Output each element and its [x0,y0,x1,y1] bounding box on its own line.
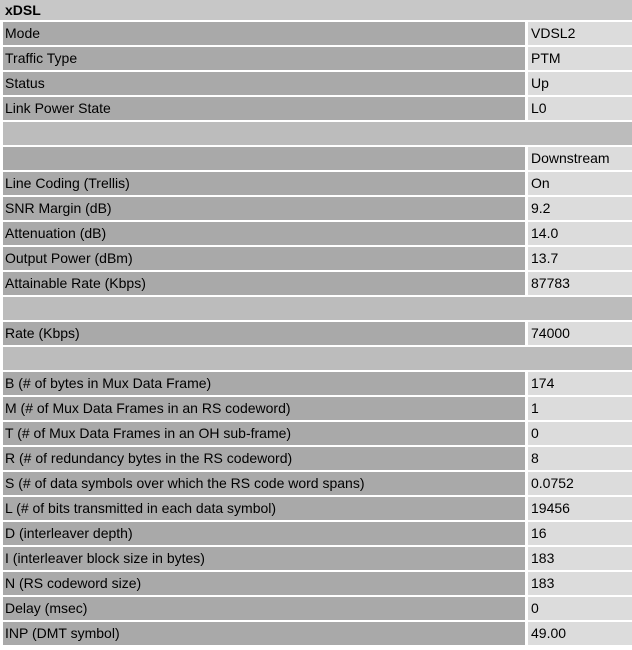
row-value-line-coding: On [528,172,632,195]
row-value-l: 19456 [528,497,632,520]
row-label-i: I (interleaver block size in bytes) [3,547,525,570]
row-label-traffic-type: Traffic Type [3,47,525,70]
row-value-link-power-state: L0 [528,97,632,120]
table-row [0,572,632,597]
row-label-status: Status [3,72,525,95]
row-label-snr-margin: SNR Margin (dB) [3,197,525,220]
row-value-traffic-type: PTM [528,47,632,70]
table-row [0,497,632,522]
column-header-row [0,147,632,172]
row-value-output-power: 13.7 [528,247,632,270]
row-value-attenuation: 14.0 [528,222,632,245]
table-row [0,272,632,297]
row-value-r: 8 [528,447,632,470]
row-label-link-power-state: Link Power State [3,97,525,120]
row-label-mode: Mode [3,22,525,45]
row-label-r: R (# of redundancy bytes in the RS codeword) [3,447,525,470]
table-row [0,22,632,47]
section-divider [0,297,632,322]
table-row [0,472,632,497]
divider-bar [3,122,632,145]
table-row [0,172,632,197]
row-label-b: B (# of bytes in Mux Data Frame) [3,372,525,395]
table-row [0,422,632,447]
row-value-mode: VDSL2 [528,22,632,45]
row-label-l: L (# of bits transmitted in each data symbol) [3,497,525,520]
row-label-output-power: Output Power (dBm) [3,247,525,270]
row-label-d: D (interleaver depth) [3,522,525,545]
row-value-b: 174 [528,372,632,395]
table-row [0,372,632,397]
divider-bar [3,347,632,370]
row-label-rate: Rate (Kbps) [3,322,525,345]
section-divider [0,122,632,147]
row-label-t: T (# of Mux Data Frames in an OH sub-frame) [3,422,525,445]
row-label-line-coding: Line Coding (Trellis) [3,172,525,195]
table-row [0,447,632,472]
table-row [0,522,632,547]
row-value-d: 16 [528,522,632,545]
row-label-attenuation: Attenuation (dB) [3,222,525,245]
row-value-status: Up [528,72,632,95]
table-row [0,547,632,572]
table-row [0,72,632,97]
row-value-rate: 74000 [528,322,632,345]
row-label-attainable-rate: Attainable Rate (Kbps) [3,272,525,295]
table-row [0,322,632,347]
row-value-m: 1 [528,397,632,420]
row-value-i: 183 [528,547,632,570]
divider-bar [3,297,632,320]
row-label-n: N (RS codeword size) [3,572,525,595]
table-row [0,247,632,272]
row-value-snr-margin: 9.2 [528,197,632,220]
column-header-downstream: Downstream [528,147,632,170]
row-label-inp: INP (DMT symbol) [3,622,525,645]
row-value-delay: 0 [528,597,632,620]
row-label-delay: Delay (msec) [3,597,525,620]
row-label-s: S (# of data symbols over which the RS code word spans) [3,472,525,495]
column-header-blank [3,147,525,170]
table-row [0,97,632,122]
panel-title: xDSL [0,0,632,22]
row-value-s: 0.0752 [528,472,632,495]
table-row [0,197,632,222]
table-row [0,47,632,72]
table-row [0,597,632,622]
row-value-t: 0 [528,422,632,445]
section-divider [0,347,632,372]
row-label-m: M (# of Mux Data Frames in an RS codeword) [3,397,525,420]
row-value-attainable-rate: 87783 [528,272,632,295]
row-value-n: 183 [528,572,632,595]
table-row [0,622,632,647]
row-value-inp: 49.00 [528,622,632,645]
table-row [0,222,632,247]
table-row [0,397,632,422]
